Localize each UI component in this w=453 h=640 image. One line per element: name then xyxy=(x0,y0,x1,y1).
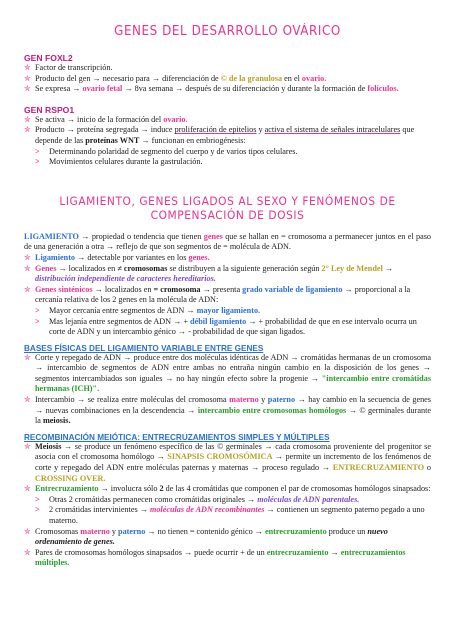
chevron-right-icon: > xyxy=(35,157,40,167)
star-icon: ✮ xyxy=(24,284,31,294)
star-icon: ✮ xyxy=(24,484,31,494)
star-icon: ✮ xyxy=(24,73,31,83)
star-icon: ✮ xyxy=(24,547,31,557)
star-icon: ✮ xyxy=(24,263,31,273)
star-icon: ✮ xyxy=(24,125,31,135)
list-item: ✮ Pares de cromosomas homólogos sinapsados → puede ocurrir + de un entrecruzamiento → entrecruzamientos múltiples. xyxy=(24,547,406,568)
list-item: ✮ Intercambio → se realiza entre moléculas del cromosoma materno y paterno → hay cambio en la secuencia de genes → nuevas combinaciones en la descendencia → intercambio entre cromosomas homólogos → © germinales durante la meiosis. xyxy=(24,395,431,426)
sub-list-item: > Determinando polaridad de segmento del cuerpo y de varios tipos celulares. xyxy=(24,147,431,158)
chevron-right-icon: > xyxy=(35,505,40,515)
list-item: ✮ Se activa → inicio de la formación del ovario. xyxy=(24,114,188,124)
list-item: ✮ Factor de transcripción. xyxy=(24,63,113,72)
sub-list-item: > Otras 2 cromátidas permanecen como cromátidas originales → moléculas de ADN parentales. xyxy=(24,495,431,506)
heading-meiotic-recombination: RECOMBINACIÓN MEIÓTICA: ENTRECRUZAMIENTOS SIMPLES Y MÚLTIPLES xyxy=(24,432,330,442)
star-icon: ✮ xyxy=(24,441,31,451)
heading-foxl2: GEN FOXL2 xyxy=(24,53,73,63)
list-item: ✮ Genes → localizados en ≠ cromosomas se distribuyen a la siguiente generación según 2° Ley de Mendel → distribución independiente de caracteres hereditarios. xyxy=(24,263,394,284)
list-item: ✮ Producto → proteína segregada → induce proliferación de epitelios y activa el sistema de señales intracelulares que depende de las proteínas WNT → funcionan en embriogénesis: xyxy=(24,125,415,145)
sub-list-item: > 2 cromátidas intervinientes → moléculas de ADN recombinantes → contienen un segmento paterno pegado a uno materno. xyxy=(24,505,431,526)
sub-list-item: > Mayor cercanía entre segmentos de ADN → mayor ligamiento. xyxy=(24,306,431,317)
star-icon: ✮ xyxy=(24,352,31,362)
section-title-linkage: LIGAMIENTO, GENES LIGADOS AL SEXO Y FENÓMENOS DE COMPENSACIÓN DE DOSIS xyxy=(59,193,396,222)
list-item: ✮ Meiosis → se produce un fenómeno específico de las © germinales → cada cromosoma proveniente del progenitor se asocia con el cromosoma homólogo → SINAPSIS CROMOSÓMICA → permite un incremento de los fenómenos de corte y repegado del ADN entre moléculas paternas y maternas → proceso regulado → ENTRECRUZAMIENTO o CROSSING OVER. xyxy=(24,441,431,483)
star-icon: ✮ xyxy=(24,395,31,405)
linkage-intro: LIGAMIENTO → propiedad o tendencia que tienen genes que se hallan en = cromosoma a permanecer juntos en el paso de una generación a otra → reflejo de que son segmentos de = molécula de ADN. xyxy=(24,231,431,252)
star-icon: ✮ xyxy=(24,84,31,94)
list-item: ✮ Genes sinténicos → localizados en = cromosoma → presenta grado variable de ligamiento → proporcional a la cercanía relativa de los 2 genes en la molécula de ADN: xyxy=(24,284,411,305)
heading-rspo1: GEN RSPO1 xyxy=(24,104,75,115)
star-icon: ✮ xyxy=(24,526,31,536)
list-item: ✮ Producto del gen → necesario para → diferenciación de © de la granulosa en el ovario. xyxy=(24,73,327,83)
section-title-ovarian-genes: GENES DEL DESARROLLO OVÁRICO xyxy=(114,24,341,39)
list-item: ✮ Corte y repegado de ADN → produce entre dos moléculas idénticas de ADN → cromátidas hermanas de un cromosoma → intercambio de segmentos de ADN entre ambas no entraña ningún cambio en la disposición de los genes → segmentos intercambiados son iguales → no hay ningún efecto sobre la progenie → "intercambio entre cromátidas hermanas (ICH)". xyxy=(24,352,432,394)
list-item: ✮ Ligamiento → detectable por variantes en los genes. xyxy=(24,252,210,262)
sub-list-item: > Mas lejanía entre segmentos de ADN → + débil ligamiento → + probabilidad de que en ese intervalo ocurra un corte de ADN y un intercambio génico → - probabilidad de que sigan ligados. xyxy=(24,317,431,338)
heading-physical-bases: BASES FÍSICAS DEL LIGAMIENTO VARIABLE ENTRE GENES xyxy=(24,343,264,353)
chevron-right-icon: > xyxy=(35,305,40,315)
chevron-right-icon: > xyxy=(35,316,40,326)
star-icon: ✮ xyxy=(24,114,31,124)
list-item: ✮ Se expresa → ovario fetal → 8va semana → después de su diferenciación y durante la formación de folículos. xyxy=(24,84,399,94)
list-item: ✮ Entrecruzamiento → involucra sólo 2 de las 4 cromátidas que componen el par de cromosomas homólogos sinapsados: xyxy=(24,484,431,494)
chevron-right-icon: > xyxy=(35,146,40,156)
chevron-right-icon: > xyxy=(35,494,40,504)
list-item: ✮ Cromosomas materno y paterno → no tienen = contenido génico → entrecruzamiento produce un nuevo ordenamiento de genes. xyxy=(24,526,388,547)
star-icon: ✮ xyxy=(24,252,31,262)
star-icon: ✮ xyxy=(24,63,31,72)
sub-list-item: > Movimientos celulares durante la gastrulación. xyxy=(24,157,431,168)
